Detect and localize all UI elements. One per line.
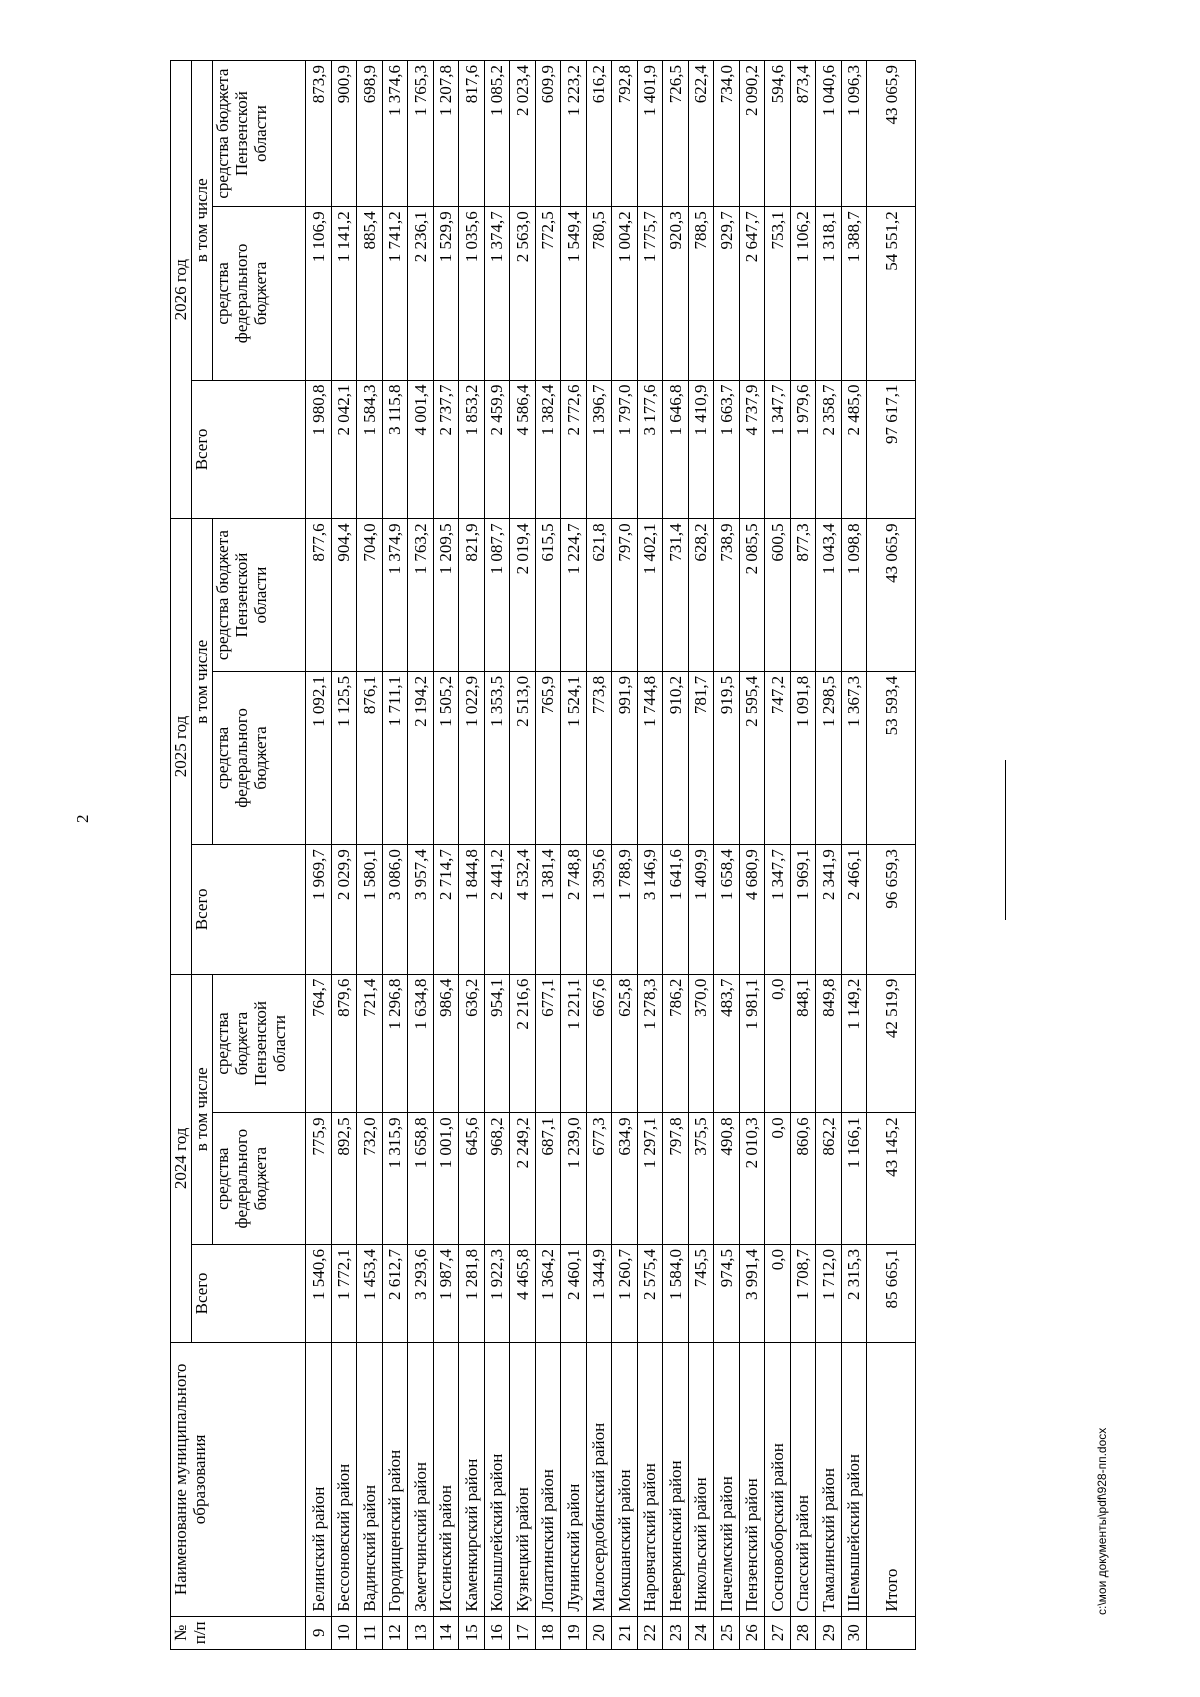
municipality-name: Спасский район [790,1343,816,1617]
table-row [459,61,485,1650]
municipality-name: Пачелмский район [714,1343,740,1617]
header-federal-2025: средства федерального бюджета [213,671,306,844]
value-cell: 1 797,0 [612,380,638,519]
municipality-name: Бессоновский район [331,1343,357,1617]
row-number: 20 [586,1616,612,1649]
municipality-name: Тамалинский район [816,1343,842,1617]
row-number: 26 [739,1616,765,1649]
value-cell: 1 634,8 [408,974,434,1113]
value-cell: 2 023,4 [510,61,536,207]
value-cell: 3 115,8 [382,380,408,519]
value-cell: 900,9 [331,61,357,207]
budget-distribution-table [170,60,916,1650]
value-cell: 792,8 [612,61,638,207]
value-cell: 1 149,2 [841,974,867,1113]
value-cell: 1 315,9 [382,1113,408,1245]
table-row [612,61,638,1650]
page-number: 2 [73,814,92,823]
header-year-2024: 2024 год [171,974,192,1343]
value-cell: 2 216,6 [510,974,536,1113]
value-cell: 483,7 [714,974,740,1113]
value-cell: 1 741,2 [382,207,408,380]
value-cell: 849,8 [816,974,842,1113]
value-cell: 764,7 [306,974,332,1113]
value-cell: 1 098,8 [841,519,867,671]
value-cell: 821,9 [459,519,485,671]
value-cell: 765,9 [535,671,561,844]
value-cell: 687,1 [535,1113,561,1245]
value-cell: 1 712,0 [816,1244,842,1342]
table-row [663,61,689,1650]
total-value-cell: 53 593,4 [867,671,916,844]
value-cell: 2 085,5 [739,519,765,671]
value-cell: 2 595,4 [739,671,765,844]
value-cell: 2 575,4 [637,1244,663,1342]
municipality-name: Городищенский район [382,1343,408,1617]
value-cell: 3 957,4 [408,845,434,974]
municipality-name: Земетчинский район [408,1343,434,1617]
total-value-cell: 96 659,3 [867,845,916,974]
value-cell: 974,5 [714,1244,740,1342]
value-cell: 920,3 [663,207,689,380]
header-total-2026: Всего [192,380,306,519]
table-row [306,61,332,1650]
value-cell: 625,8 [612,974,638,1113]
value-cell: 634,9 [612,1113,638,1245]
value-cell: 862,2 [816,1113,842,1245]
value-cell: 753,1 [765,207,791,380]
value-cell: 2 029,9 [331,845,357,974]
value-cell: 1 022,9 [459,671,485,844]
value-cell: 1 402,1 [637,519,663,671]
value-cell: 1 658,4 [714,845,740,974]
value-cell: 1 775,7 [637,207,663,380]
value-cell: 885,4 [357,207,383,380]
value-cell: 1 969,7 [306,845,332,974]
value-cell: 780,5 [586,207,612,380]
table-row [714,61,740,1650]
value-cell: 1 641,6 [663,845,689,974]
value-cell: 609,9 [535,61,561,207]
value-cell: 772,5 [535,207,561,380]
total-value-cell: 43 065,9 [867,61,916,207]
header-federal-2026: средства федерального бюджета [213,207,306,380]
value-cell: 873,9 [306,61,332,207]
municipality-name: Колышлейский район [484,1343,510,1617]
value-cell: 622,4 [688,61,714,207]
municipality-name: Малосердобинский район [586,1343,612,1617]
value-cell: 1 224,7 [561,519,587,671]
municipality-name: Никольский район [688,1343,714,1617]
value-cell: 677,3 [586,1113,612,1245]
municipality-name: Наровчатский район [637,1343,663,1617]
value-cell: 797,0 [612,519,638,671]
value-cell: 1 318,1 [816,207,842,380]
value-cell: 667,6 [586,974,612,1113]
value-cell: 876,1 [357,671,383,844]
value-cell: 0,0 [765,1244,791,1342]
value-cell: 628,2 [688,519,714,671]
value-cell: 2 748,8 [561,845,587,974]
value-cell: 375,5 [688,1113,714,1245]
value-cell: 919,5 [714,671,740,844]
table-row [357,61,383,1650]
row-number: 18 [535,1616,561,1649]
value-cell: 2 249,2 [510,1113,536,1245]
municipality-name: Неверкинский район [663,1343,689,1617]
value-cell: 2 737,7 [433,380,459,519]
value-cell: 1 367,3 [841,671,867,844]
header-federal-2024: средства федерального бюджета [213,1113,306,1245]
value-cell: 1 260,7 [612,1244,638,1342]
table-row [790,61,816,1650]
value-cell: 2 485,0 [841,380,867,519]
row-number: 24 [688,1616,714,1649]
row-number: 14 [433,1616,459,1649]
value-cell: 600,5 [765,519,791,671]
value-cell: 1 646,8 [663,380,689,519]
value-cell: 698,9 [357,61,383,207]
value-cell: 1 396,7 [586,380,612,519]
value-cell: 2 315,3 [841,1244,867,1342]
value-cell: 786,2 [663,974,689,1113]
value-cell: 1 278,3 [637,974,663,1113]
header-regional-2024: средства бюджета Пензенской области [213,974,306,1113]
value-cell: 2 772,6 [561,380,587,519]
value-cell: 1 381,4 [535,845,561,974]
value-cell: 615,5 [535,519,561,671]
value-cell: 1 125,5 [331,671,357,844]
value-cell: 797,8 [663,1113,689,1245]
value-cell: 2 441,2 [484,845,510,974]
value-cell: 1 981,1 [739,974,765,1113]
value-cell: 2 019,4 [510,519,536,671]
value-cell: 1 524,1 [561,671,587,844]
value-cell: 0,0 [765,974,791,1113]
value-cell: 1 453,4 [357,1244,383,1342]
value-cell: 4 001,4 [408,380,434,519]
value-cell: 1 096,3 [841,61,867,207]
value-cell: 1 711,1 [382,671,408,844]
value-cell: 1 364,2 [535,1244,561,1342]
header-regional-2025: средства бюджета Пензенской области [213,519,306,671]
value-cell: 954,1 [484,974,510,1113]
table-row [408,61,434,1650]
value-cell: 1 853,2 [459,380,485,519]
value-cell: 677,1 [535,974,561,1113]
table-row [484,61,510,1650]
total-row [867,61,916,1650]
value-cell: 1 035,6 [459,207,485,380]
total-value-cell: 85 665,1 [867,1244,916,1342]
municipality-name: Сосновоборский район [765,1343,791,1617]
value-cell: 721,4 [357,974,383,1113]
value-cell: 1 980,8 [306,380,332,519]
value-cell: 1 388,7 [841,207,867,380]
value-cell: 968,2 [484,1113,510,1245]
value-cell: 1 166,1 [841,1113,867,1245]
value-cell: 1 529,9 [433,207,459,380]
row-number: 21 [612,1616,638,1649]
value-cell: 1 395,6 [586,845,612,974]
table-row [816,61,842,1650]
value-cell: 1 281,8 [459,1244,485,1342]
value-cell: 1 347,7 [765,845,791,974]
value-cell: 4 737,9 [739,380,765,519]
value-cell: 3 177,6 [637,380,663,519]
value-cell: 1 085,2 [484,61,510,207]
value-cell: 1 092,1 [306,671,332,844]
municipality-name: Шемышейский район [841,1343,867,1617]
table-row [535,61,561,1650]
value-cell: 788,5 [688,207,714,380]
value-cell: 2 194,2 [408,671,434,844]
table-row [637,61,663,1650]
header-name: Наименование муниципального образования [171,1343,306,1617]
value-cell: 3 086,0 [382,845,408,974]
row-number: 30 [841,1616,867,1649]
row-number: 17 [510,1616,536,1649]
value-cell: 1 106,9 [306,207,332,380]
row-number: 19 [561,1616,587,1649]
value-cell: 2 341,9 [816,845,842,974]
value-cell: 0,0 [765,1113,791,1245]
budget-table-wrapper [170,60,916,1650]
value-cell: 731,4 [663,519,689,671]
value-cell: 1 221,1 [561,974,587,1113]
value-cell: 904,4 [331,519,357,671]
row-number: 27 [765,1616,791,1649]
value-cell: 1 744,8 [637,671,663,844]
header-incl-2026: в том числе [192,61,213,381]
row-number: 22 [637,1616,663,1649]
value-cell: 747,2 [765,671,791,844]
municipality-name: Лунинский район [561,1343,587,1617]
value-cell: 1 207,8 [433,61,459,207]
value-cell: 621,8 [586,519,612,671]
row-number: 15 [459,1616,485,1649]
table-body [306,61,916,1650]
value-cell: 1 658,8 [408,1113,434,1245]
value-cell: 732,0 [357,1113,383,1245]
value-cell: 3 293,6 [408,1244,434,1342]
value-cell: 1 040,6 [816,61,842,207]
municipality-name: Каменкирский район [459,1343,485,1617]
value-cell: 860,6 [790,1113,816,1245]
table-row [510,61,536,1650]
value-cell: 2 513,0 [510,671,536,844]
municipality-name: Лопатинский район [535,1343,561,1617]
total-value-cell: 97 617,1 [867,380,916,519]
header-year-2026: 2026 год [171,61,192,519]
value-cell: 873,4 [790,61,816,207]
value-cell: 616,2 [586,61,612,207]
value-cell: 1 374,7 [484,207,510,380]
value-cell: 1 580,1 [357,845,383,974]
value-cell: 1 708,7 [790,1244,816,1342]
value-cell: 2 466,1 [841,845,867,974]
value-cell: 1 223,2 [561,61,587,207]
value-cell: 1 347,7 [765,380,791,519]
value-cell: 4 465,8 [510,1244,536,1342]
value-cell: 848,1 [790,974,816,1113]
table-row [841,61,867,1650]
value-cell: 775,9 [306,1113,332,1245]
value-cell: 734,0 [714,61,740,207]
total-value-cell: 43 145,2 [867,1113,916,1245]
municipality-name: Иссинский район [433,1343,459,1617]
row-number: 13 [408,1616,434,1649]
value-cell: 1 091,8 [790,671,816,844]
value-cell: 645,6 [459,1113,485,1245]
total-num-empty [867,1616,916,1649]
value-cell: 2 042,1 [331,380,357,519]
value-cell: 1 106,2 [790,207,816,380]
municipality-name: Кузнецкий район [510,1343,536,1617]
value-cell: 1 382,4 [535,380,561,519]
value-cell: 929,7 [714,207,740,380]
value-cell: 738,9 [714,519,740,671]
total-value-cell: 54 551,2 [867,207,916,380]
section-separator [1005,760,1006,920]
value-cell: 704,0 [357,519,383,671]
value-cell: 745,5 [688,1244,714,1342]
row-number: 23 [663,1616,689,1649]
table-row [331,61,357,1650]
header-num: № п/п [171,1616,306,1649]
value-cell: 4 680,9 [739,845,765,974]
row-number: 12 [382,1616,408,1649]
value-cell: 1 969,1 [790,845,816,974]
value-cell: 991,9 [612,671,638,844]
value-cell: 817,6 [459,61,485,207]
row-number: 28 [790,1616,816,1649]
value-cell: 1 353,5 [484,671,510,844]
value-cell: 1 584,0 [663,1244,689,1342]
value-cell: 1 141,2 [331,207,357,380]
total-value-cell: 43 065,9 [867,519,916,671]
row-number: 9 [306,1616,332,1649]
value-cell: 910,2 [663,671,689,844]
value-cell: 781,7 [688,671,714,844]
table-row [739,61,765,1650]
value-cell: 1 401,9 [637,61,663,207]
table-row [561,61,587,1650]
value-cell: 1 409,9 [688,845,714,974]
value-cell: 4 586,4 [510,380,536,519]
value-cell: 986,4 [433,974,459,1113]
row-number: 29 [816,1616,842,1649]
value-cell: 1 298,5 [816,671,842,844]
value-cell: 2 647,7 [739,207,765,380]
header-incl-2025: в том числе [192,519,213,845]
header-total-2025: Всего [192,845,306,974]
value-cell: 1 663,7 [714,380,740,519]
value-cell: 1 043,4 [816,519,842,671]
value-cell: 4 532,4 [510,845,536,974]
value-cell: 879,6 [331,974,357,1113]
table-row [382,61,408,1650]
value-cell: 877,3 [790,519,816,671]
row-number: 10 [331,1616,357,1649]
table-row [688,61,714,1650]
value-cell: 370,0 [688,974,714,1113]
value-cell: 1 239,0 [561,1113,587,1245]
value-cell: 892,5 [331,1113,357,1245]
total-label: Итого [867,1343,916,1617]
value-cell: 877,6 [306,519,332,671]
value-cell: 1 987,4 [433,1244,459,1342]
value-cell: 2 714,7 [433,845,459,974]
value-cell: 636,2 [459,974,485,1113]
value-cell: 2 358,7 [816,380,842,519]
total-value-cell: 42 519,9 [867,974,916,1113]
value-cell: 1 374,9 [382,519,408,671]
municipality-name: Мокшанский район [612,1343,638,1617]
value-cell: 2 563,0 [510,207,536,380]
value-cell: 1 410,9 [688,380,714,519]
row-number: 16 [484,1616,510,1649]
value-cell: 726,5 [663,61,689,207]
value-cell: 2 236,1 [408,207,434,380]
value-cell: 1 844,8 [459,845,485,974]
municipality-name: Пензенский район [739,1343,765,1617]
value-cell: 1 209,5 [433,519,459,671]
value-cell: 1 788,9 [612,845,638,974]
value-cell: 773,8 [586,671,612,844]
value-cell: 2 090,2 [739,61,765,207]
value-cell: 1 584,3 [357,380,383,519]
table-row [765,61,791,1650]
value-cell: 1 004,2 [612,207,638,380]
table-row [586,61,612,1650]
header-total-2024: Всего [192,1244,306,1342]
value-cell: 1 979,6 [790,380,816,519]
value-cell: 3 146,9 [637,845,663,974]
value-cell: 1 296,8 [382,974,408,1113]
value-cell: 1 344,9 [586,1244,612,1342]
table-row [433,61,459,1650]
value-cell: 3 991,4 [739,1244,765,1342]
value-cell: 594,6 [765,61,791,207]
value-cell: 1 374,6 [382,61,408,207]
value-cell: 2 612,7 [382,1244,408,1342]
footer-file-path: c:\мои документы\pdf\928-пп.docx [1095,1427,1109,1615]
value-cell: 1 922,3 [484,1244,510,1342]
value-cell: 1 549,4 [561,207,587,380]
value-cell: 2 460,1 [561,1244,587,1342]
header-regional-2026: средства бюджета Пензенской области [213,61,306,207]
municipality-name: Вадинский район [357,1343,383,1617]
value-cell: 2 010,3 [739,1113,765,1245]
value-cell: 2 459,9 [484,380,510,519]
municipality-name: Белинский район [306,1343,332,1617]
value-cell: 490,8 [714,1113,740,1245]
value-cell: 1 087,7 [484,519,510,671]
row-number: 25 [714,1616,740,1649]
value-cell: 1 297,1 [637,1113,663,1245]
value-cell: 1 763,2 [408,519,434,671]
row-number: 11 [357,1616,383,1649]
value-cell: 1 505,2 [433,671,459,844]
value-cell: 1 765,3 [408,61,434,207]
value-cell: 1 772,1 [331,1244,357,1342]
value-cell: 1 001,0 [433,1113,459,1245]
header-incl-2024: в том числе [192,974,213,1244]
value-cell: 1 540,6 [306,1244,332,1342]
header-year-2025: 2025 год [171,519,192,974]
